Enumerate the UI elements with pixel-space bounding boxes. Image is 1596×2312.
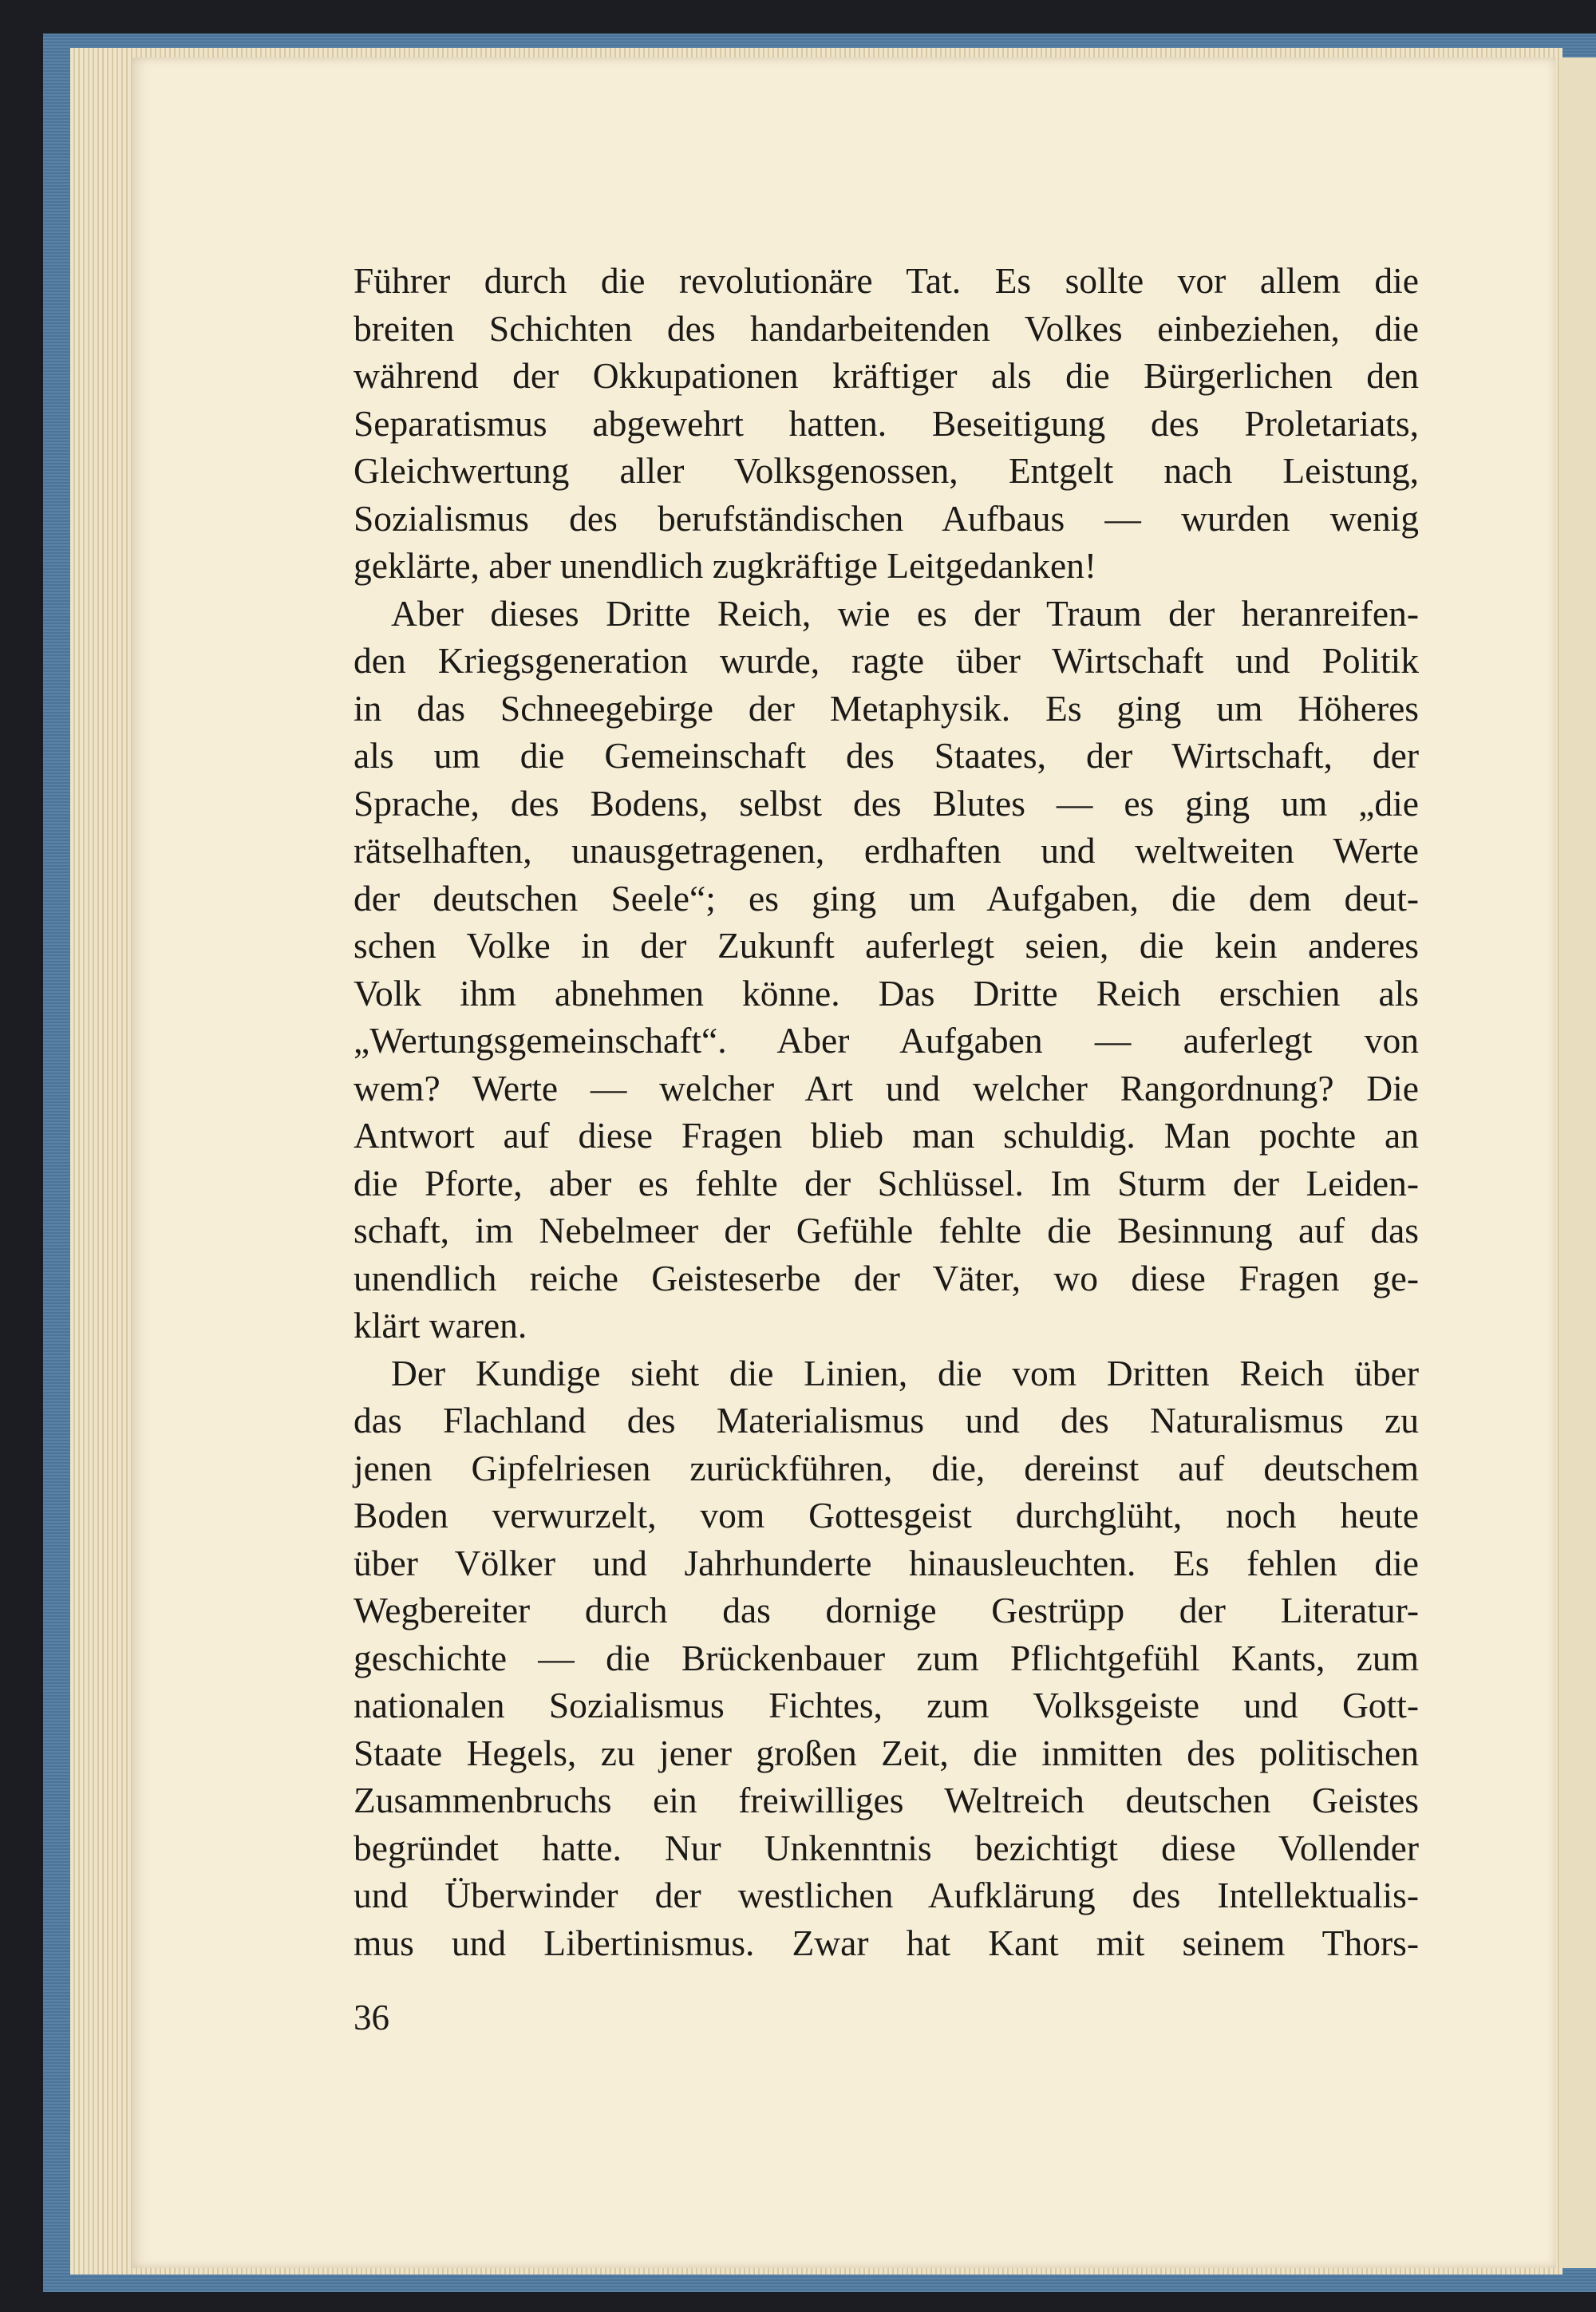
text-line: Separatismus abgewehrt hatten. Beseitigung des Proletariats, <box>354 402 1419 444</box>
text-line: begründet hatte. Nur Unkenntnis bezichtigt diese Vollender <box>354 1827 1419 1868</box>
text-line: Aber dieses Dritte Reich, wie es der Traum der heranreifen- <box>391 592 1419 634</box>
text-line: „Wertungsgemeinschaft“. Aber Aufgaben — auferlegt von <box>354 1020 1419 1061</box>
text-line: nationalen Sozialismus Fichtes, zum Volksgeiste und Gott- <box>354 1685 1419 1725</box>
text-line: mus und Libertinismus. Zwar hat Kant mit seinem Thors- <box>354 1922 1419 1963</box>
text-line: Wegbereiter durch das dornige Gestrüpp der Literatur- <box>354 1590 1419 1630</box>
text-line: Gleichwertung aller Volksgenossen, Entgelt nach Leistung, <box>354 450 1419 491</box>
text-line: schaft, im Nebelmeer der Gefühle fehlte die Besinnung auf das <box>354 1210 1419 1251</box>
text-line: die Pforte, aber es fehlte der Schlüssel. Im Sturm der Leiden- <box>354 1162 1419 1203</box>
text-line: geklärte, aber unendlich zugkräftige Leitgedanken! <box>354 545 1097 586</box>
text-line: Sprache, des Bodens, selbst des Blutes — es ging um „die <box>354 782 1419 824</box>
text-line: Volk ihm abnehmen könne. Das Dritte Reich erschien als <box>354 972 1419 1014</box>
text-line: Der Kundige sieht die Linien, die vom Dritten Reich über <box>391 1352 1419 1393</box>
facing-page-edge <box>1560 57 1596 2268</box>
text-line: Führer durch die revolutionäre Tat. Es sollte vor allem die <box>354 260 1419 301</box>
text-line: wem? Werte — welcher Art und welcher Rangordnung? Die <box>354 1067 1419 1109</box>
text-line: der deutschen Seele“; es ging um Aufgaben, die dem deut- <box>354 877 1419 919</box>
text-line: über Völker und Jahrhunderte hinausleuchten. Es fehlen die <box>354 1542 1419 1583</box>
text-line: während der Okkupationen kräftiger als die Bürgerlichen den <box>354 355 1419 396</box>
text-line: in das Schneegebirge der Metaphysik. Es ging um Höheres <box>354 687 1419 729</box>
text-line: schen Volke in der Zukunft auferlegt seien, die kein anderes <box>354 925 1419 966</box>
text-line: breiten Schichten des handarbeitenden Volkes einbeziehen, die <box>354 307 1419 349</box>
text-line: Antwort auf diese Fragen blieb man schuldig. Man pochte an <box>354 1115 1419 1156</box>
text-line: klärt waren. <box>354 1305 527 1346</box>
body-text <box>354 257 1419 1966</box>
text-line: als um die Gemeinschaft des Staates, der Wirtschaft, der <box>354 735 1419 776</box>
text-line: Staate Hegels, zu jener großen Zeit, die inmitten des politischen <box>354 1732 1419 1773</box>
text-line: unendlich reiche Geisteserbe der Väter, wo diese Fragen ge- <box>354 1257 1419 1298</box>
text-line: geschichte — die Brückenbauer zum Pflichtgefühl Kants, zum <box>354 1637 1419 1678</box>
text-line: Boden verwurzelt, vom Gottesgeist durchglüht, noch heute <box>354 1495 1419 1535</box>
text-line: Sozialismus des berufständischen Aufbaus — wurden wenig <box>354 497 1419 539</box>
text-line: den Kriegsgeneration wurde, ragte über Wirtschaft und Politik <box>354 640 1419 681</box>
text-line: Zusammenbruchs ein freiwilliges Weltreich deutschen Geistes <box>354 1780 1419 1820</box>
text-line: und Überwinder der westlichen Aufklärung des Intellektualis- <box>354 1875 1419 1915</box>
text-line: jenen Gipfelriesen zurückführen, die, dereinst auf deutschem <box>354 1447 1419 1488</box>
text-line: rätselhaften, unausgetragenen, erdhaften und weltweiten Werte <box>354 830 1419 871</box>
page-number: 36 <box>354 1998 389 2037</box>
text-line: das Flachland des Materialismus und des Naturalismus zu <box>354 1400 1419 1441</box>
